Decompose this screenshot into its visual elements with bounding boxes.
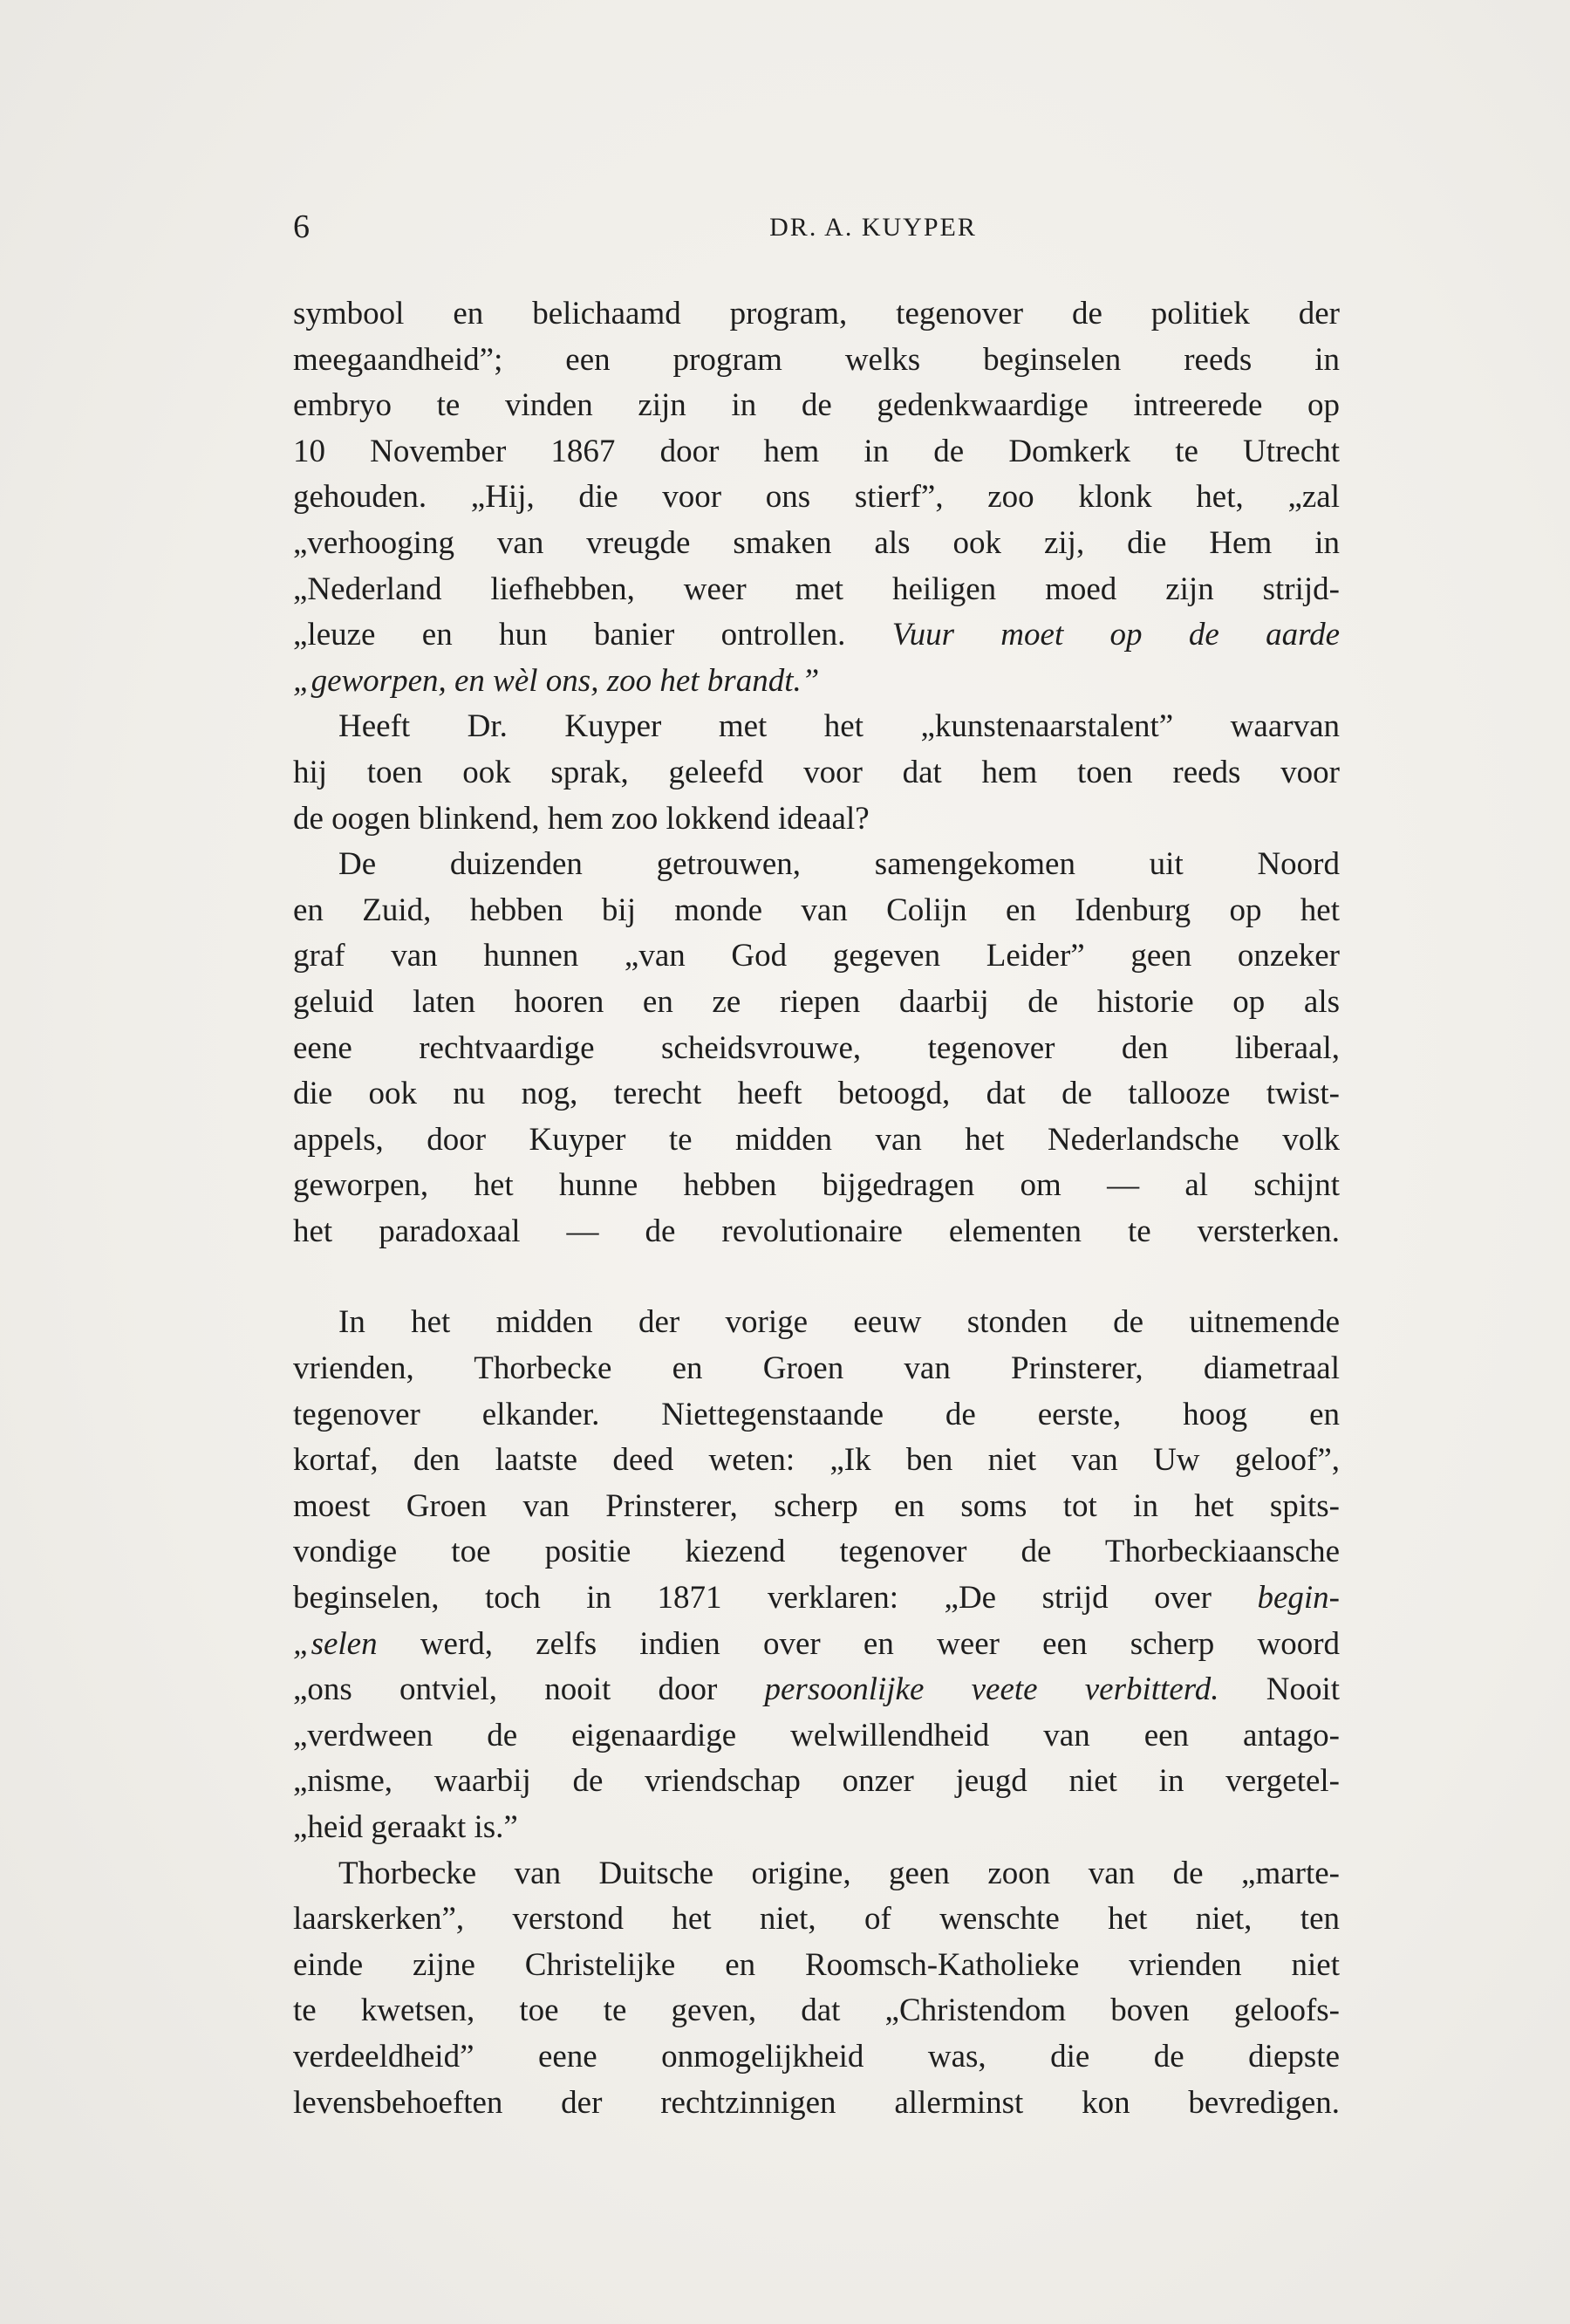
- line-text: vrienden, Thorbecke en Groen van Prinsterer, diametraal: [293, 1350, 1340, 1387]
- text-line: [293, 429, 1340, 475]
- line-text: De duizenden getrouwen, samengekomen uit Noord: [338, 846, 1340, 883]
- line-text: die ook nu nog, terecht heeft betoogd, dat de tallooze twist-: [293, 1076, 1340, 1112]
- text-line: [293, 1943, 1340, 1989]
- line-text: hij toen ook sprak, geleefd voor dat hem toen reeds voor: [293, 754, 1340, 790]
- line-text: In het midden der vorige eeuw stonden de uitnemende: [338, 1304, 1340, 1341]
- line-text: het paradoxaal — de revolutionaire elementen te versterken.: [293, 1213, 1340, 1249]
- line-text: Thorbecke van Duitsche origine, geen zoon van de „marte-: [338, 1855, 1340, 1891]
- text-line: [293, 1346, 1340, 1392]
- text-line: [293, 1851, 1340, 1897]
- text-line: [293, 1576, 1340, 1622]
- line-text: „verdween de eigenaardige welwillendheid van een antago-: [293, 1717, 1340, 1753]
- text-line: [293, 2034, 1340, 2081]
- line-text: beginselen, toch in 1871 verklaren: „De strijd over: [293, 1580, 1212, 1617]
- italic-text: Vuur moet op de aarde: [891, 617, 1341, 653]
- line-text: en Zuid, hebben bij monde van Colijn en Idenburg op het: [293, 892, 1340, 928]
- text-line: [293, 521, 1340, 567]
- line-text: „Nederland liefhebben, weer met heiligen moed zijn strijd-: [293, 571, 1340, 607]
- line-text: Nooit: [1266, 1671, 1341, 1708]
- text-line: [293, 796, 1340, 843]
- line-text: „heid geraakt is.”: [293, 1809, 518, 1845]
- line-text: verdeeldheid” eene onmogelijkheid was, die de diepste: [293, 2038, 1340, 2075]
- page-number: 6: [293, 208, 310, 245]
- line-text: einde zijne Christelijke en Roomsch-Katholieke vrienden niet: [293, 1946, 1340, 1983]
- line-text: de oogen blinkend, hem zoo lokkend ideaal?: [293, 800, 870, 837]
- text-line: [293, 1622, 1340, 1668]
- line-text: laarskerken”, verstond het niet, of wenschte het niet, ten: [293, 1901, 1340, 1938]
- line-text: vondige toe positie kiezend tegenover de Thorbeckiaansche: [293, 1534, 1340, 1570]
- text-line: [293, 612, 1340, 659]
- line-text: geworpen, het hunne hebben bijgedragen om — al schijnt: [293, 1167, 1340, 1204]
- text-line: [293, 1026, 1340, 1072]
- text-line: [293, 475, 1340, 521]
- text-line: [293, 338, 1340, 384]
- line-text: moest Groen van Prinsterer, scherp en soms tot in het spits-: [293, 1487, 1340, 1524]
- line-text: meegaandheid”; een program welks beginselen reeds in: [293, 341, 1340, 378]
- text-line: [293, 1667, 1340, 1713]
- text-line: [293, 1759, 1340, 1805]
- text-line: [293, 1300, 1340, 1346]
- line-text: gehouden. „Hij, die voor ons stierf”, zoo klonk het, „zal: [293, 479, 1340, 516]
- line-text: kortaf, den laatste deed weten: „Ik ben niet van Uw geloof”,: [293, 1442, 1340, 1479]
- text-line: [293, 1071, 1340, 1118]
- text-line: [293, 383, 1340, 429]
- line-text: eene rechtvaardige scheidsvrouwe, tegenover den liberaal,: [293, 1029, 1340, 1066]
- line-text: „ons ontviel, nooit door: [293, 1671, 718, 1708]
- line-text: „verhooging van vreugde smaken als ook zij, die Hem in: [293, 524, 1340, 561]
- text-line: [293, 704, 1340, 750]
- italic-text: „selen: [293, 1625, 378, 1662]
- text-line: [293, 1118, 1340, 1164]
- line-text: te kwetsen, toe te geven, dat „Christendom boven geloofs-: [293, 1992, 1340, 2029]
- text-line: [293, 291, 1340, 338]
- text-line: [293, 1529, 1340, 1576]
- text-line: [293, 1897, 1340, 1943]
- text-line: [293, 2081, 1340, 2127]
- line-text: geluid laten hooren en ze riepen daarbij de historie op als: [293, 983, 1340, 1020]
- text-line: [293, 1209, 1340, 1255]
- text-line: [293, 888, 1340, 934]
- text-line: [293, 980, 1340, 1026]
- line-text: embryo te vinden zijn in de gedenkwaardige intreerede op: [293, 387, 1340, 424]
- text-line: [293, 567, 1340, 613]
- italic-text: persoonlijke veete verbitterd.: [764, 1671, 1219, 1708]
- text-line: [293, 1484, 1340, 1530]
- text-line: [293, 750, 1340, 796]
- running-head: DR. A. KUYPER: [769, 213, 977, 242]
- italic-text: „geworpen, en wèl ons, zoo het brandt.”: [293, 662, 820, 699]
- body-text: [293, 291, 1340, 2126]
- line-text: „leuze en hun banier ontrollen.: [293, 617, 846, 653]
- line-text: „nisme, waarbij de vriendschap onzer jeugd niet in vergetel-: [293, 1763, 1340, 1800]
- line-text: levensbehoeften der rechtzinnigen allerminst kon bevredigen.: [293, 2084, 1340, 2121]
- text-line: [293, 1988, 1340, 2034]
- line-text: werd, zelfs indien over en weer een scherp woord: [420, 1625, 1341, 1662]
- text-line: [293, 1163, 1340, 1209]
- italic-text: begin-: [1257, 1580, 1341, 1617]
- text-line: [293, 933, 1340, 980]
- line-text: Heeft Dr. Kuyper met het „kunstenaarstalent” waarvan: [338, 708, 1340, 745]
- line-text: symbool en belichaamd program, tegenover de politiek der: [293, 296, 1340, 332]
- text-line: [293, 659, 1340, 705]
- text-line: [293, 1713, 1340, 1760]
- text-line: [293, 1438, 1340, 1484]
- line-text: tegenover elkander. Niettegenstaande de eerste, hoog en: [293, 1396, 1340, 1432]
- page-header: [293, 208, 1340, 251]
- line-text: appels, door Kuyper te midden van het Nederlandsche volk: [293, 1121, 1340, 1158]
- text-line: [293, 1392, 1340, 1439]
- text-line: [293, 1805, 1340, 1851]
- text-line: [293, 842, 1340, 888]
- line-text: 10 November 1867 door hem in de Domkerk te Utrecht: [293, 433, 1340, 469]
- line-text: graf van hunnen „van God gegeven Leider” geen onzeker: [293, 938, 1340, 974]
